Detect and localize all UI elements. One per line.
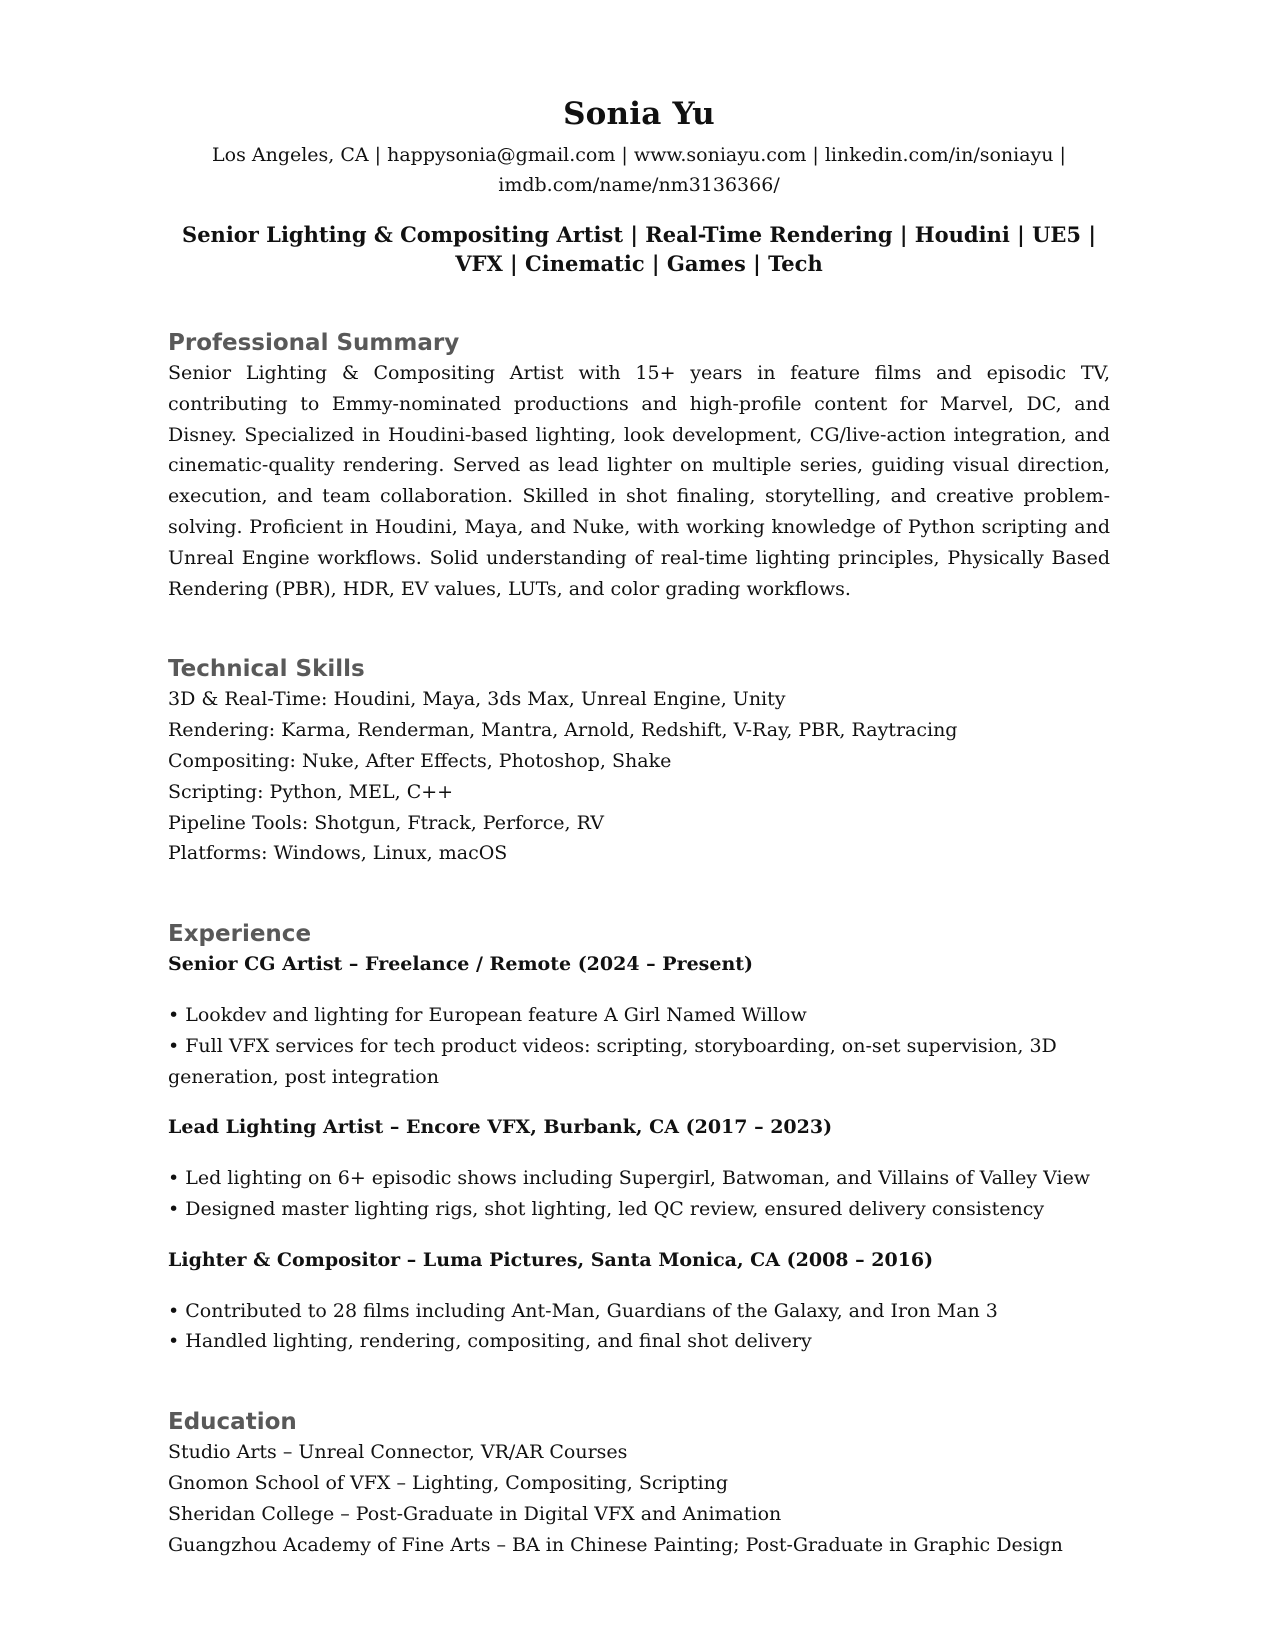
education-line: Studio Arts – Unreal Connector, VR/AR Courses bbox=[168, 1441, 628, 1464]
skill-line: Scripting: Python, MEL, C++ bbox=[168, 780, 454, 803]
resume-content bbox=[168, 80, 1110, 1560]
job-bullet: • Contributed to 28 films including Ant-Man, Guardians of the Galaxy, and Iron Man 3 bbox=[168, 1299, 998, 1322]
candidate-name: Sonia Yu bbox=[563, 96, 715, 132]
headline-line-2: VFX | Cinematic | Games | Tech bbox=[455, 251, 823, 276]
job-title: Lead Lighting Artist – Encore VFX, Burbank, CA (2017 – 2023) bbox=[168, 1116, 833, 1139]
job-bullets bbox=[168, 1000, 1110, 1092]
experience-section bbox=[168, 919, 1110, 1357]
skill-line: Platforms: Windows, Linux, macOS bbox=[168, 842, 508, 865]
job-title: Senior CG Artist – Freelance / Remote (2024 – Present) bbox=[168, 953, 754, 976]
job-bullet: • Handled lighting, rendering, compositing, and final shot delivery bbox=[168, 1330, 812, 1353]
skill-line: 3D & Real-Time: Houdini, Maya, 3ds Max, Unreal Engine, Unity bbox=[168, 688, 786, 711]
job-entry bbox=[168, 1245, 1110, 1357]
contact-line-2: imdb.com/name/nm3136366/ bbox=[498, 174, 780, 196]
job-bullet: • Lookdev and lighting for European feature A Girl Named Willow bbox=[168, 1003, 807, 1026]
education-section bbox=[168, 1407, 1110, 1560]
skill-line: Pipeline Tools: Shotgun, Ftrack, Perforce, RV bbox=[168, 811, 604, 834]
resume-header bbox=[168, 88, 1110, 278]
skill-line: Compositing: Nuke, After Effects, Photoshop, Shake bbox=[168, 749, 672, 772]
education-line: Guangzhou Academy of Fine Arts – BA in Chinese Painting; Post-Graduate in Graphic Design bbox=[168, 1533, 1063, 1556]
summary-title: Professional Summary bbox=[168, 330, 460, 356]
experience-title: Experience bbox=[168, 921, 312, 948]
job-entry bbox=[168, 949, 1110, 1092]
job-title: Lighter & Compositor – Luma Pictures, Santa Monica, CA (2008 – 2016) bbox=[168, 1248, 934, 1271]
contact-line-1: Los Angeles, CA | happysonia@gmail.com | www.soniayu.com | linkedin.com/in/soniayu | bbox=[212, 144, 1066, 166]
job-entry bbox=[168, 1112, 1110, 1224]
job-bullets bbox=[168, 1163, 1110, 1225]
headline-line-1: Senior Lighting & Compositing Artist | Real-Time Rendering | Houdini | UE5 | bbox=[182, 222, 1096, 247]
job-bullet: • Full VFX services for tech product videos: scripting, storyboarding, on-set supervision, 3D generation, post integration bbox=[168, 1034, 1057, 1088]
job-bullet: • Designed master lighting rigs, shot lighting, led QC review, ensured delivery consistency bbox=[168, 1197, 1045, 1220]
headline bbox=[168, 220, 1110, 278]
job-bullets bbox=[168, 1296, 1110, 1358]
summary-section bbox=[168, 328, 1110, 604]
education-title: Education bbox=[168, 1409, 297, 1436]
skill-line: Rendering: Karma, Renderman, Mantra, Arnold, Redshift, V-Ray, PBR, Raytracing bbox=[168, 719, 958, 742]
skills-title: Technical Skills bbox=[168, 656, 365, 683]
summary-text: Senior Lighting & Compositing Artist with 15+ years in feature films and episodic TV, contributing to Emmy-nominated productions and high-profile content for Marvel, DC, and Disney. Specialized in Houdini-based lighting, look development, CG/live-action integration, and cinematic-quality rendering. Served as lead lighter on multiple series, guiding visual direction, execution, and team collaboration. Skilled in shot finaling, storytelling, and creative problem-solving. Proficient in Houdini, Maya, and Nuke, with working knowledge of Python scripting and Unreal Engine workflows. Solid understanding of real-time lighting principles, Physically Based Rendering (PBR), HDR, EV values, LUTs, and color grading workflows. bbox=[168, 362, 1110, 600]
education-line: Sheridan College – Post-Graduate in Digital VFX and Animation bbox=[168, 1502, 782, 1525]
skills-section bbox=[168, 654, 1110, 869]
education-line: Gnomon School of VFX – Lighting, Compositing, Scripting bbox=[168, 1471, 728, 1494]
job-bullet: • Led lighting on 6+ episodic shows including Supergirl, Batwoman, and Villains of Valley View bbox=[168, 1167, 1091, 1190]
